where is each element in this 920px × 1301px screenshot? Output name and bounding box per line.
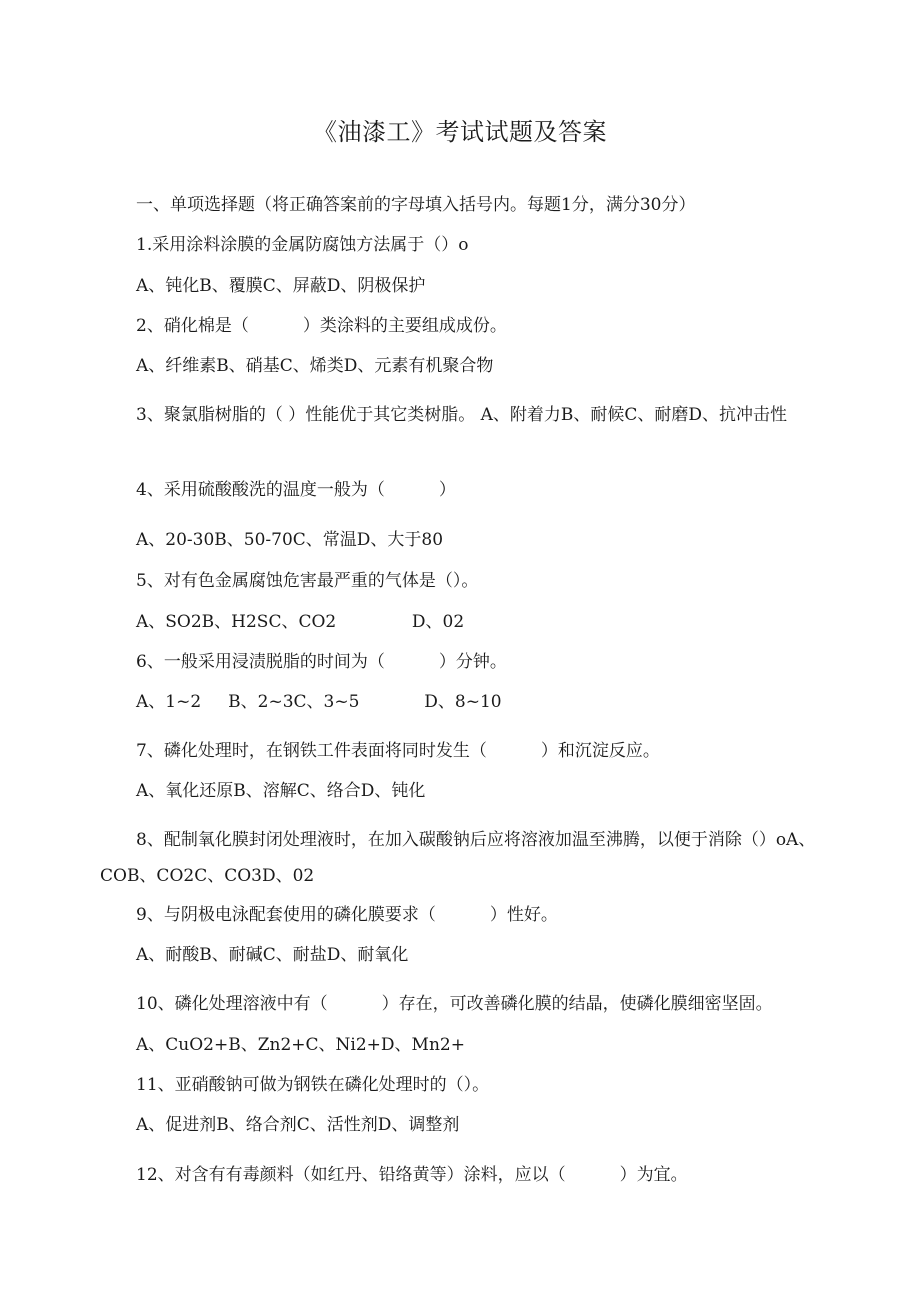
question-5-options: A、SO2B、H2SC、CO2 D、02 xyxy=(136,612,465,632)
question-7-options: A、氧化还原B、溶解C、络合D、钝化 xyxy=(136,781,426,801)
question-10-options: A、CuO2+B、Zn2+C、Ni2+D、Mn2+ xyxy=(136,1035,465,1055)
question-1-options: A、钝化B、覆膜C、屏蔽D、阴极保护 xyxy=(136,276,426,296)
question-12-stem: 12、对含有有毒颜料（如红丹、铅络黄等）涂料，应以（ ）为宜。 xyxy=(136,1165,688,1185)
document-title: 《油漆工》考试试题及答案 xyxy=(313,118,607,146)
question-7-stem: 7、磷化处理时，在钢铁工件表面将同时发生（ ）和沉淀反应。 xyxy=(136,741,660,761)
question-11-stem: 11、亚硝酸钠可做为钢铁在磷化处理时的（）。 xyxy=(136,1075,490,1095)
question-2-stem: 2、硝化棉是（ ）类涂料的主要组成成份。 xyxy=(136,316,507,336)
question-4-stem: 4、采用硫酸酸洗的温度一般为（ ） xyxy=(136,480,456,500)
question-8-stem: 8、配制氧化膜封闭处理液时，在加入碳酸钠后应将溶液加温至沸腾，以便于消除（）oA、COB、CO2C、CO3D、02 xyxy=(100,830,816,886)
question-2-options: A、纤维素B、硝基C、烯类D、元素有机聚合物 xyxy=(136,356,494,376)
question-6-options: A、1~2 B、2~3C、3~5 D、8~10 xyxy=(136,692,502,712)
question-9-options: A、耐酸B、耐碱C、耐盐D、耐氧化 xyxy=(136,945,409,965)
question-4-options: A、20-30B、50-70C、常温D、大于80 xyxy=(136,530,444,550)
question-1-stem: 1.采用涂料涂膜的金属防腐蚀方法属于（）o xyxy=(136,235,469,255)
question-3-stem: 3、聚氯脂树脂的（ ）性能优于其它类树脂。 A、附着力B、耐候C、耐磨D、抗冲击性 xyxy=(136,405,788,425)
question-10-stem: 10、磷化处理溶液中有（ ）存在，可改善磷化膜的结晶，使磷化膜细密坚固。 xyxy=(136,994,773,1014)
question-9-stem: 9、与阴极电泳配套使用的磷化膜要求（ ）性好。 xyxy=(136,905,558,925)
section-heading: 一、单项选择题（将正确答案前的字母填入括号内。每题1分，满分30分） xyxy=(136,195,696,215)
question-6-stem: 6、一般采用浸渍脱脂的时间为（ ）分钟。 xyxy=(136,652,507,672)
question-5-stem: 5、对有色金属腐蚀危害最严重的气体是（）。 xyxy=(136,571,479,591)
question-11-options: A、促进剂B、络合剂C、活性剂D、调整剂 xyxy=(136,1115,460,1135)
